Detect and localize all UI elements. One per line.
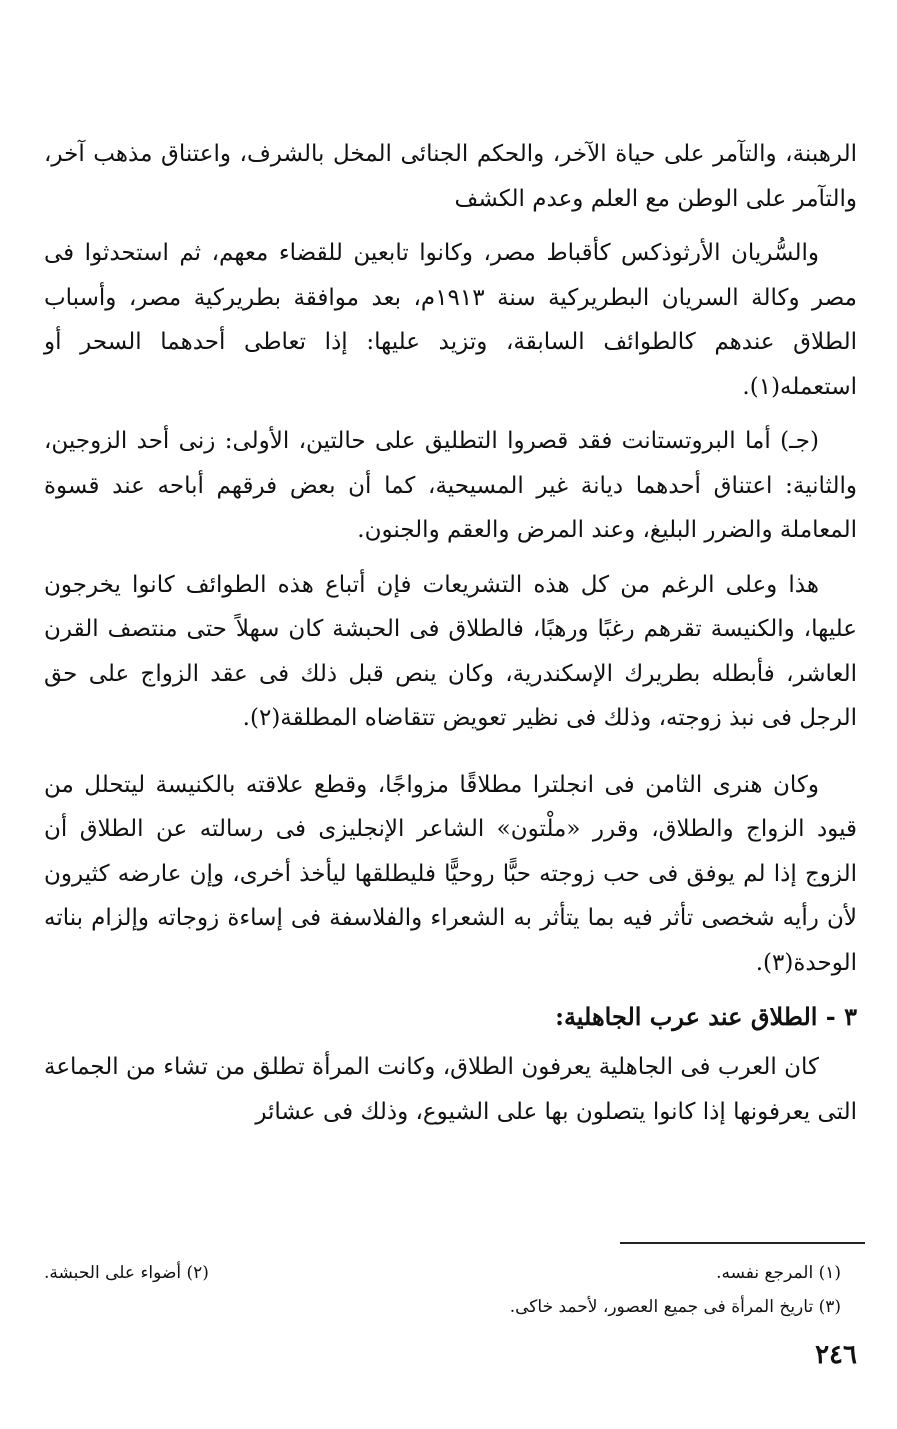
paragraph-1: الرهبنة، والتآمر على حياة الآخر، والحكم الجنائى المخل بالشرف، واعتناق مذهب آخر، والتآمر على الوطن مع العلم وعدم الكشف [44, 141, 857, 212]
paragraph-4: هذا وعلى الرغم من كل هذه التشريعات فإن أتباع هذه الطوائف كانوا يخرجون عليها، والكنيسة تقرهم رغبًا ورهبًا، فالطلاق فى الحبشة كان سهلاً حتى منتصف القرن العاشر، فأبطله بطريرك الإسكندرية، وكان ينص قبل ذلك فى عقد الزواج على حق الرجل فى نبذ زوجته، وذلك فى نظير تعويض تتقاضاه المطلقة(٢). [44, 571, 857, 731]
footnote-row [44, 1290, 841, 1324]
footnotes [44, 1256, 841, 1324]
page-number: ٢٤٦ [815, 1340, 857, 1370]
paragraph-6: كان العرب فى الجاهلية يعرفون الطلاق، وكانت المرأة تطلق من تشاء من الجماعة التى يعرفونها إذا كانوا يتصلون بها على الشيوع، وذلك فى عشائر [44, 1054, 857, 1125]
footnote-row [44, 1256, 841, 1290]
main-text [44, 132, 857, 1144]
footnote-divider [620, 1242, 865, 1244]
paragraph-2: والسُّريان الأرثوذكس كأقباط مصر، وكانوا تابعين للقضاء معهم، ثم استحدثوا فى مصر وكالة السريان البطريركية سنة ١٩١٣م، بعد موافقة بطريركية مصر، وأسباب الطلاق عندهم كالطوائف السابقة، وتزيد عليها: إذا تعاطى أحدهما السحر أو استعمله(١). [44, 240, 857, 400]
footnote-3: (٣) تاريخ المرأة فى جميع العصور، لأحمد خاكى. [509, 1297, 841, 1317]
section-heading: ٣ - الطلاق عند عرب الجاهلية: [555, 1002, 857, 1031]
footnote-1: (١) المرجع نفسه. [716, 1263, 841, 1283]
paragraph-3: (جـ) أما البروتستانت فقد قصروا التطليق على حالتين، الأولى: زنى أحد الزوجين، والثانية: اعتناق أحدهما ديانة غير المسيحية، كما أن بعض فرقهم أباحه عند قسوة المعاملة والضرر البليغ، وعند المرض والعقم والجنون. [44, 428, 857, 543]
paragraph-5: وكان هنرى الثامن فى انجلترا مطلاقًا مزواجًا، وقطع علاقته بالكنيسة ليتحلل من قيود الزواج والطلاق، وقرر «ملْتون» الشاعر الإنجليزى فى رسالته عن الطلاق أن الزوج إذا لم يوفق فى حب زوجته حبًّا روحيًّا فليطلقها ليأخذ أخرى، وإن عارضه كثيرون لأن رأيه شخصى تأثر فيه بما يتأثر به الشعراء والفلاسفة فى إساءة زوجاته وإلزام بناته الوحدة(٣). [44, 771, 857, 976]
footnote-2: (٢) أضواء على الحبشة. [44, 1263, 209, 1283]
